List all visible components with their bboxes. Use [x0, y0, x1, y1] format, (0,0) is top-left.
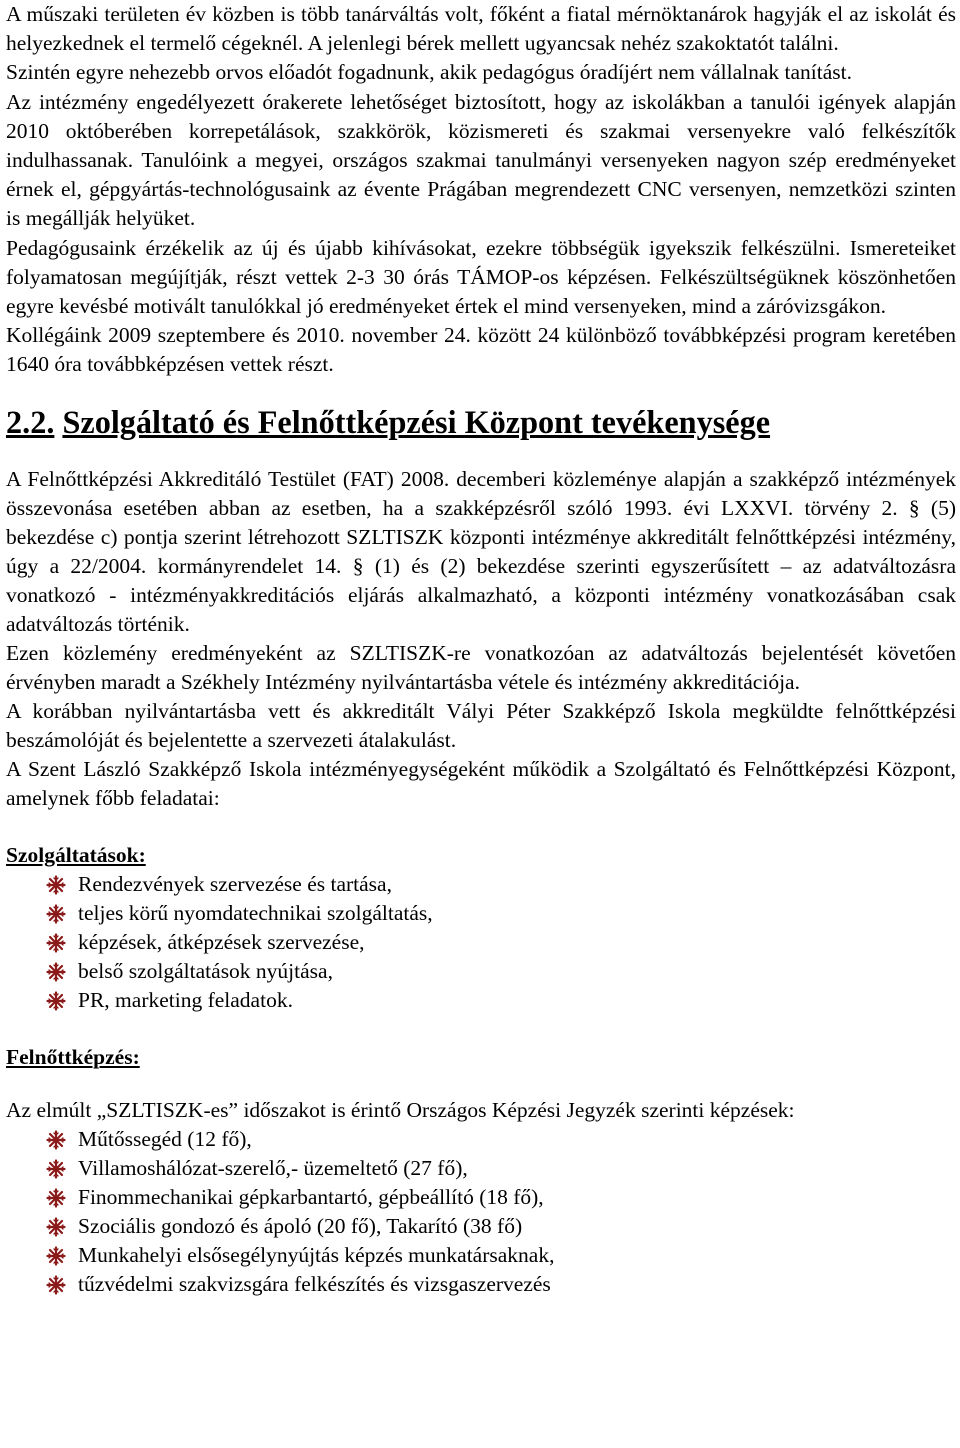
adult-education-section [6, 1043, 956, 1299]
paragraph: A műszaki területen év közben is több tanárváltás volt, főként a fiatal mérnöktanárok hagyják el az iskolát és helyezkednek el termelő cégeknél. A jelenlegi bérek mellett ugyancsak nehéz szakoktatót találni. [6, 2, 956, 56]
trainings-list [6, 1125, 956, 1299]
snowflake-star-icon [46, 1187, 66, 1207]
list-item: Finommechanikai gépkarbantartó, gépbeállító (18 fő), [46, 1183, 956, 1212]
snowflake-star-icon [46, 990, 66, 1010]
paragraph: A korábban nyilvántartásba vett és akkreditált Vályi Péter Szakképző Iskola megküldte felnőttképzési beszámolóját és bejelentette a szervezeti átalakulást. [6, 698, 956, 752]
list-item: belső szolgáltatások nyújtása, [46, 957, 956, 986]
services-section [6, 841, 956, 1015]
list-item: Szociális gondozó és ápoló (20 fő), Takarító (38 fő) [46, 1212, 956, 1241]
snowflake-star-icon [46, 932, 66, 952]
snowflake-star-icon [46, 1129, 66, 1149]
paragraph: Kollégáink 2009 szeptembere és 2010. november 24. között 24 különböző továbbképzési program keretében 1640 óra továbbképzésen vettek részt. [6, 323, 956, 377]
adult-education-title: Felnőttképzés: [6, 1044, 140, 1069]
paragraph: Az intézmény engedélyezett órakerete lehetőséget biztosított, hogy az iskolákban a tanulói igények alapján 2010 októberében korrepetálások, szakkörök, közismereti és szakmai versenyekre való felkészítők indulhassanak. Tanulóink a megyei, országos szakmai tanulmányi versenyeken nagyon szép eredményeket érnek el, gépgyártás-technológusaink az évente Prágában megrendezett CNC versenyen, nemzetközi szinten is megállják helyüket. [6, 89, 956, 231]
section-heading [6, 403, 956, 440]
snowflake-star-icon [46, 1158, 66, 1178]
services-list [6, 870, 956, 1015]
document-page [6, 0, 956, 1299]
list-item: Műtőssegéd (12 fő), [46, 1125, 956, 1154]
paragraph: Ezen közlemény eredményeként az SZLTISZK-re vonatkozóan az adatváltozás bejelentését követően érvényben maradt a Székhely Intézmény nyilvántartásba vétele és intézmény akkreditációja. [6, 640, 956, 694]
snowflake-star-icon [46, 1216, 66, 1236]
list-item: képzések, átképzések szervezése, [46, 928, 956, 957]
paragraph: A Felnőttképzési Akkreditáló Testület (FAT) 2008. decemberi közleménye alapján a szakképző intézmények összevonása esetében abban az esetben, ha a szakképzésről szóló 1993. évi LXXVI. törvény 2. § (5) bekezdése c) pontja szerint létrehozott SZLTISZK központi intézménye akkreditált felnőttképzési intézmény, úgy a 22/2004. kormányrendelet 14. § (1) és (2) bekezdése szerinti egyszerűsített – az adatváltozásra vonatkozó - intézményakkreditációs eljárás alkalmazható, a központi intézmény vonatkozásában csak adatváltozás történik. [6, 466, 956, 636]
list-item: PR, marketing feladatok. [46, 986, 956, 1015]
snowflake-star-icon [46, 903, 66, 923]
services-title: Szolgáltatások: [6, 842, 146, 867]
paragraph: A Szent László Szakképző Iskola intézményegységeként működik a Szolgáltató és Felnőttképzési Központ, amelynek főbb feladatai: [6, 756, 956, 810]
snowflake-star-icon [46, 961, 66, 981]
snowflake-star-icon [46, 1245, 66, 1265]
snowflake-star-icon [46, 874, 66, 894]
adult-education-intro: Az elmúlt „SZLTISZK-es” időszakot is érintő Országos Képzési Jegyzék szerinti képzések: [6, 1097, 795, 1122]
list-item: tűzvédelmi szakvizsgára felkészítés és vizsgaszervezés [46, 1270, 956, 1299]
snowflake-star-icon [46, 1274, 66, 1294]
list-item: Villamoshálózat-szerelő,- üzemeltető (27 fő), [46, 1154, 956, 1183]
section-title: Szolgáltató és Felnőttképzési Központ tevékenysége [62, 403, 771, 440]
paragraph: Szintén egyre nehezebb orvos előadót fogadnunk, akik pedagógus óradíjért nem vállalnak tanítást. [6, 60, 852, 85]
paragraph: Pedagógusaink érzékelik az új és újabb kihívásokat, ezekre többségük igyekszik felkészülni. Ismereteiket folyamatosan megújítják, részt vettek 2-3 30 órás TÁMOP-os képzésen. Felkészültségüknek köszönhetően egyre kevésbé motivált tanulókkal jó eredményeket értek el mind versenyeken, mind a záróvizsgákon. [6, 235, 956, 319]
section-number: 2.2. [6, 403, 55, 440]
list-item: Munkahelyi elsősegélynyújtás képzés munkatársaknak, [46, 1241, 956, 1270]
list-item: Rendezvények szervezése és tartása, [46, 870, 956, 899]
intro-section [6, 0, 956, 380]
fat-section [6, 465, 956, 813]
list-item: teljes körű nyomdatechnikai szolgáltatás, [46, 899, 956, 928]
